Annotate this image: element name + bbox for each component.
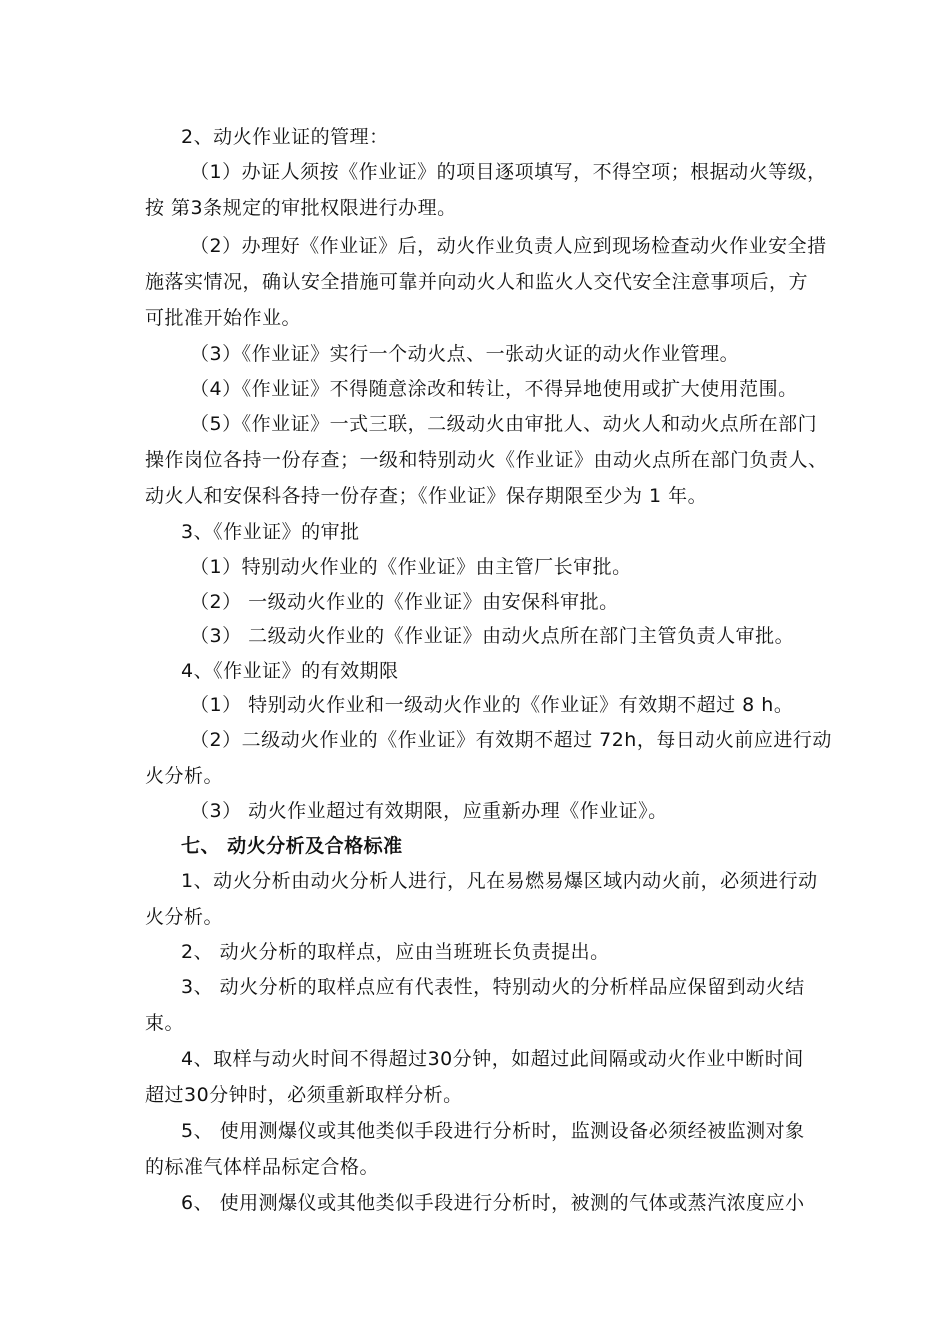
paragraph-line: 2、 动火分析的取样点，应由当班班长负责提出。 <box>181 941 610 963</box>
paragraph-line: 4、取样与动火时间不得超过30分钟，如超过此间隔或动火作业中断时间 <box>181 1048 804 1070</box>
paragraph-line: （3）《作业证》实行一个动火点、一张动火证的动火作业管理。 <box>190 343 740 365</box>
paragraph-line: 6、 使用测爆仪或其他类似手段进行分析时，被测的气体或蒸汽浓度应小 <box>181 1192 805 1214</box>
paragraph-line: 动火人和安保科各持一份存查；《作业证》保存期限至少为 1 年。 <box>145 485 708 507</box>
paragraph-line: （2）办理好《作业证》后，动火作业负责人应到现场检查动火作业安全措 <box>190 235 827 257</box>
paragraph-line: （1） 特别动火作业和一级动火作业的《作业证》有效期不超过 8 h。 <box>190 694 794 716</box>
paragraph-line: 1、动火分析由动火分析人进行，凡在易燃易爆区域内动火前，必须进行动 <box>181 870 818 892</box>
paragraph-line: （1）办证人须按《作业证》的项目逐项填写，不得空项；根据动火等级， <box>190 161 827 183</box>
paragraph-line: （3） 动火作业超过有效期限，应重新办理《作业证》。 <box>190 800 668 822</box>
paragraph-line: 的标准气体样品标定合格。 <box>145 1156 380 1178</box>
paragraph-line: 火分析。 <box>145 906 224 928</box>
paragraph-line: （2）二级动火作业的《作业证》有效期不超过 72h，每日动火前应进行动 <box>190 729 832 751</box>
paragraph-line: （2） 一级动火作业的《作业证》由安保科审批。 <box>190 591 619 613</box>
paragraph-line: 按 第3条规定的审批权限进行办理。 <box>145 197 457 219</box>
paragraph-line: （4）《作业证》不得随意涂改和转让，不得异地使用或扩大使用范围。 <box>190 378 798 400</box>
paragraph-line: （1）特别动火作业的《作业证》由主管厂长审批。 <box>190 556 632 578</box>
section-heading: 3、《作业证》的审批 <box>181 521 360 543</box>
chapter-heading: 七、 动火分析及合格标准 <box>181 835 403 857</box>
paragraph-line: 火分析。 <box>145 765 224 787</box>
paragraph-line: 可批准开始作业。 <box>145 307 302 329</box>
section-heading: 2、动火作业证的管理： <box>181 126 389 148</box>
paragraph-line: （5）《作业证》一式三联，二级动火由审批人、动火人和动火点所在部门 <box>190 413 818 435</box>
paragraph-line: 超过30分钟时，必须重新取样分析。 <box>145 1084 463 1106</box>
paragraph-line: 施落实情况，确认安全措施可靠并向动火人和监火人交代安全注意事项后，方 <box>145 271 809 293</box>
paragraph-line: 束。 <box>145 1012 185 1034</box>
paragraph-line: （3） 二级动火作业的《作业证》由动火点所在部门主管负责人审批。 <box>190 625 795 647</box>
paragraph-line: 3、 动火分析的取样点应有代表性，特别动火的分析样品应保留到动火结 <box>181 976 805 998</box>
section-heading: 4、《作业证》的有效期限 <box>181 660 399 682</box>
paragraph-line: 5、 使用测爆仪或其他类似手段进行分析时，监测设备必须经被监测对象 <box>181 1120 805 1142</box>
paragraph-line: 操作岗位各持一份存查；一级和特别动火《作业证》由动火点所在部门负责人、 <box>145 449 828 471</box>
